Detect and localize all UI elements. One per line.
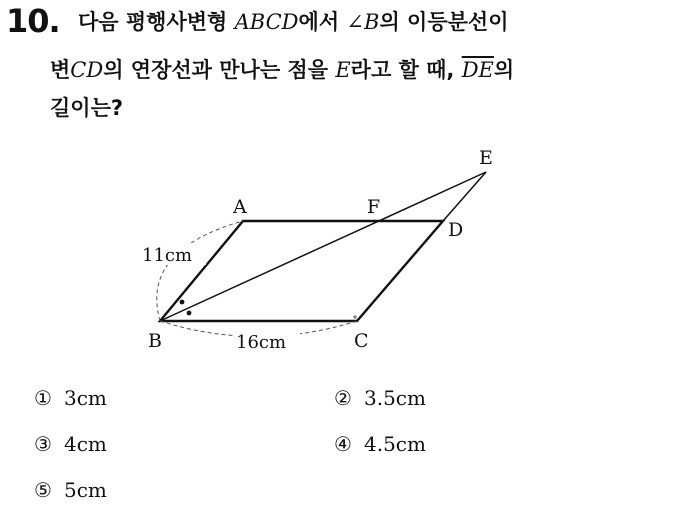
measure-ab: 11cm [142,245,193,266]
measure-bc: 16cm [236,332,287,353]
choice-text: 4cm [64,432,107,456]
math-angle-b: ∠B [346,10,380,34]
choice-text: 4.5cm [364,432,426,456]
choice-text: 5cm [64,478,107,502]
choice-text: 3cm [64,386,107,410]
label-b: B [148,330,162,352]
parallelogram-abcd [160,221,443,321]
angle-mark-c [353,315,357,319]
choice-3[interactable] [34,432,107,456]
label-e: E [479,147,493,169]
question-text: 변 [50,58,71,82]
label-d: D [448,219,464,241]
question-text: 에서 [298,10,347,34]
bisector-be [160,172,486,321]
question-text: 다음 평행사변형 [78,10,235,34]
choice-mark: ④ [334,432,352,456]
question-text: 의 [493,58,515,82]
choice-mark: ③ [34,432,52,456]
math-cd: CD [70,58,104,82]
question-text: 의 연장선과 만나는 점을 [103,58,336,82]
choice-mark: ⑤ [34,478,52,502]
choice-4[interactable] [334,432,426,456]
angle-mark-dot [187,311,192,316]
choice-text: 3.5cm [364,386,426,410]
extension-cd [443,172,486,221]
choice-2[interactable] [334,386,426,410]
choice-5[interactable] [34,478,107,502]
math-abcd: ABCD [234,10,299,34]
question-text: 라고 할 때, [350,58,462,82]
label-f: F [367,196,381,218]
math-de: $\overline{DE}$ [461,58,494,82]
angle-mark-dot [180,300,185,305]
question-number: 10. [6,2,60,40]
question-line-3: 길이는? [50,96,124,120]
choice-mark: ② [334,386,352,410]
math-e: E [335,58,351,82]
label-c: C [354,330,369,352]
question-text: 의 이등분선이 [379,10,509,34]
label-a: A [233,196,247,218]
choice-mark: ① [34,386,52,410]
choice-1[interactable] [34,386,107,410]
